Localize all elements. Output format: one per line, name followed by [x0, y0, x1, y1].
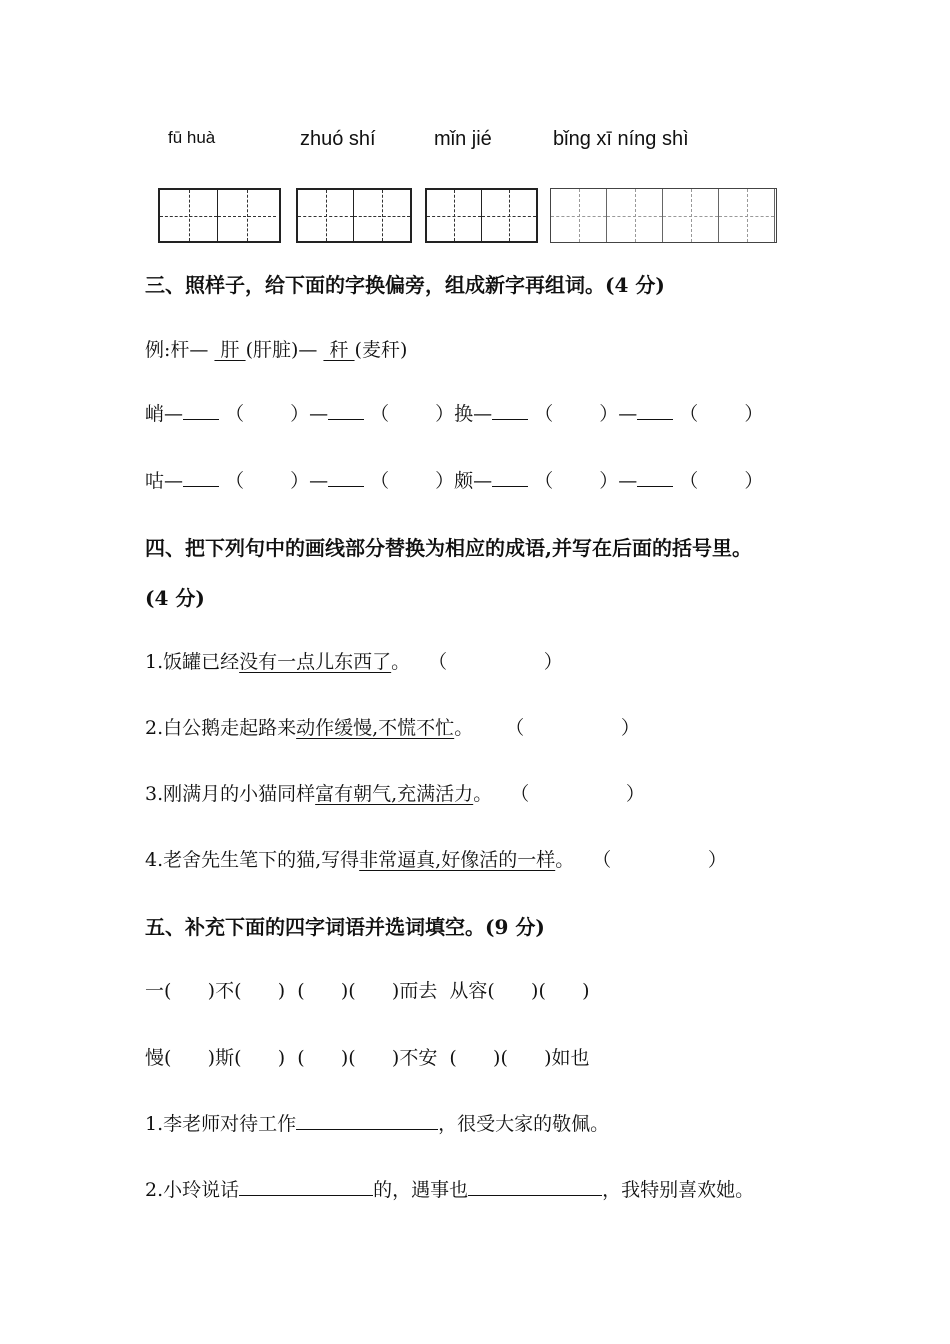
fill-text: 的，遇事也: [373, 1179, 469, 1201]
row-text: ）—: [290, 403, 329, 425]
row-text: ）颇—: [435, 470, 493, 492]
grid-cell[interactable]: [218, 190, 276, 241]
grid-cell[interactable]: [160, 190, 218, 241]
writing-grid-1[interactable]: [158, 188, 281, 243]
row-text: ）: [744, 403, 764, 425]
row-text: ）: [744, 470, 764, 492]
sentence-text: 。: [473, 783, 493, 805]
fill-text: ，很受大家的敬佩。: [438, 1113, 610, 1135]
sentence-text: 。: [454, 717, 474, 739]
sentence-text: 1.饭罐已经: [145, 651, 240, 673]
grid-cell[interactable]: [354, 190, 410, 241]
answer-blank[interactable]: [183, 466, 219, 487]
pinyin-2: zhuó shí: [300, 128, 376, 150]
row-text: 咕—: [145, 470, 184, 492]
answer-blank[interactable]: [492, 466, 528, 487]
section-3-row-2: [145, 466, 763, 493]
underlined-phrase: 动作缓慢,不慌不忙: [296, 717, 455, 739]
section-3-example: [145, 335, 407, 362]
sentence-3: [145, 779, 645, 806]
row-text: ）换—: [435, 403, 493, 425]
grid-cell[interactable]: [663, 189, 719, 242]
row-text: （: [534, 403, 554, 425]
row-text: ）—: [599, 470, 638, 492]
fill-text: ，我特别喜欢她。: [602, 1179, 755, 1201]
row-text: （: [679, 403, 699, 425]
fill-sentence-2: [145, 1175, 754, 1202]
answer-parentheses[interactable]: （ ）: [428, 651, 563, 673]
pinyin-4: bǐng xī níng shì: [553, 128, 689, 150]
row-text: 峭—: [145, 403, 184, 425]
fill-blank[interactable]: [468, 1175, 602, 1196]
section-3-heading: 三、照样子，给下面的字换偏旁，组成新字再组词。(4 分): [145, 273, 665, 297]
section-5-heading: 五、补充下面的四字词语并选词填空。(9 分): [145, 915, 545, 939]
pinyin-3: mǐn jié: [434, 128, 492, 150]
sentence-1: [145, 647, 563, 674]
idiom-row-2[interactable]: 慢( )斯( ) ( )( )不安 ( )( )如也: [145, 1047, 590, 1069]
example-answer-1-text: 肝: [220, 339, 240, 361]
answer-parentheses[interactable]: （ ）: [510, 783, 645, 805]
row-text: ）—: [290, 470, 329, 492]
answer-blank[interactable]: [328, 399, 364, 420]
example-answer-2-text: 秆: [329, 339, 349, 361]
sentence-4: [145, 845, 727, 872]
grid-cell[interactable]: [551, 189, 607, 242]
fill-text: 1.李老师对待工作: [145, 1113, 297, 1135]
writing-grid-2[interactable]: [296, 188, 412, 243]
row-text: （: [534, 470, 554, 492]
answer-blank[interactable]: [637, 466, 673, 487]
fill-blank[interactable]: [239, 1175, 373, 1196]
answer-parentheses[interactable]: （ ）: [592, 849, 727, 871]
underlined-phrase: 非常逼真,好像活的一样: [359, 849, 556, 871]
row-text: （: [679, 470, 699, 492]
sentence-text: 。: [391, 651, 411, 673]
underlined-phrase: 没有一点儿东西了: [239, 651, 392, 673]
sentence-text: 。: [555, 849, 575, 871]
section-3-row-1: [145, 399, 763, 426]
row-text: （: [225, 470, 245, 492]
row-text: （: [370, 403, 390, 425]
grid-cell[interactable]: [607, 189, 663, 242]
pinyin-1: fū huà: [168, 128, 216, 147]
idiom-row-1[interactable]: 一( )不( ) ( )( )而去 从容( )( ): [145, 980, 590, 1002]
sentence-text: 2.白公鹅走起路来: [145, 717, 297, 739]
sentence-text: 3.刚满月的小猫同样: [145, 783, 316, 805]
row-text: （: [225, 403, 245, 425]
example-answer-1: [214, 339, 245, 361]
example-prefix: 例:杆—: [145, 339, 215, 361]
fill-sentence-1: [145, 1109, 609, 1136]
section-4-heading: 四、把下列句中的画线部分替换为相应的成语,并写在后面的括号里。: [145, 536, 752, 560]
fill-text: 2.小玲说话: [145, 1179, 240, 1201]
grid-cell[interactable]: [298, 190, 354, 241]
example-word-2: (麦秆): [354, 339, 408, 361]
example-answer-2: [323, 339, 354, 361]
row-text: （: [370, 470, 390, 492]
writing-grid-3[interactable]: [425, 188, 538, 243]
writing-grid-4[interactable]: [550, 188, 777, 243]
sentence-text: 4.老舍先生笔下的猫,写得: [145, 849, 360, 871]
answer-blank[interactable]: [492, 399, 528, 420]
underlined-phrase: 富有朝气,充满活力: [315, 783, 474, 805]
sentence-2: [145, 713, 640, 740]
answer-blank[interactable]: [183, 399, 219, 420]
answer-blank[interactable]: [637, 399, 673, 420]
fill-blank[interactable]: [296, 1109, 438, 1130]
grid-cell[interactable]: [427, 190, 482, 241]
example-word-1: (肝脏)—: [245, 339, 324, 361]
answer-parentheses[interactable]: （ ）: [505, 717, 640, 739]
grid-cell[interactable]: [719, 189, 775, 242]
answer-blank[interactable]: [328, 466, 364, 487]
row-text: ）—: [599, 403, 638, 425]
grid-cell[interactable]: [482, 190, 536, 241]
section-4-score: (4 分): [145, 586, 205, 610]
